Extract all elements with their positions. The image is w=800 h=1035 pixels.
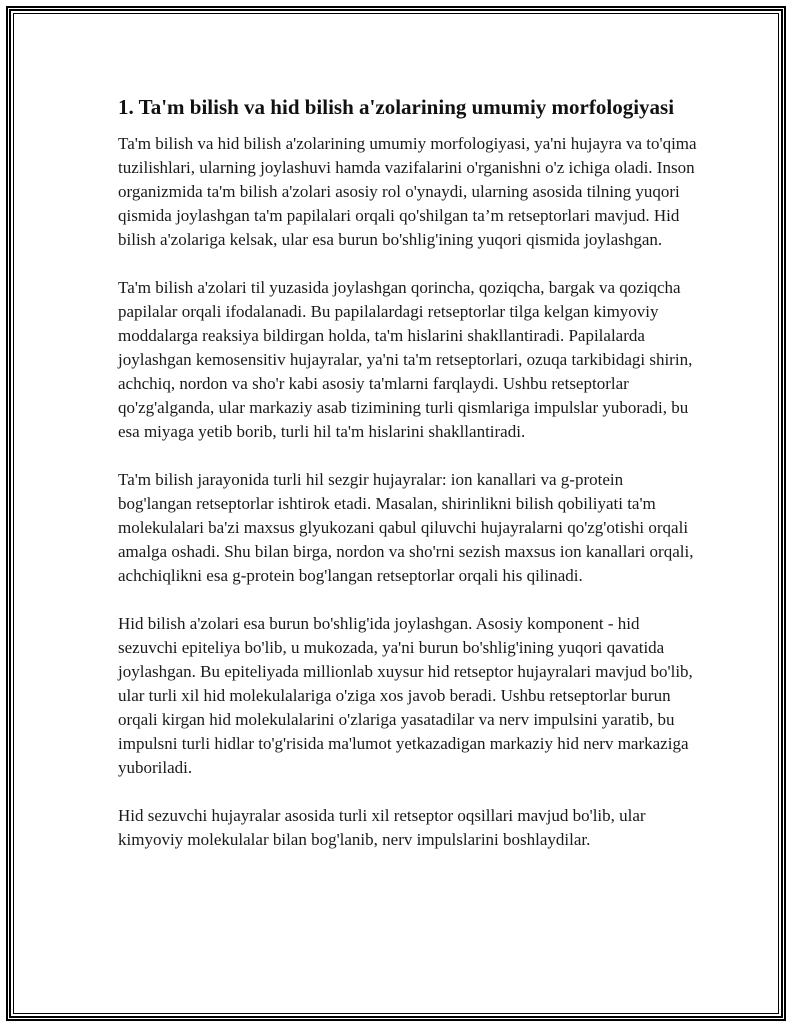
paragraph-5: Hid sezuvchi hujayralar asosida turli xil retseptor oqsillari mavjud bo'lib, ular kimyoviy molekulalar bilan bog'lanib, nerv impulslarini boshlaydilar.	[118, 806, 646, 849]
document-body	[118, 94, 698, 876]
section-heading: 1. Ta'm bilish va hid bilish a'zolarining umumiy morfologiyasi	[118, 95, 675, 119]
paragraph-2: Ta'm bilish a'zolari til yuzasida joylashgan qorincha, qoziqcha, bargak va qoziqcha papilalar orqali ifodalanadi. Bu papilalardagi retseptorlar tilga kelgan kimyoviy moddalarga reaksiya bildirgan holda, ta'm hislarini shakllantiradi. Papilalarda joylashgan kemosensitiv hujayralar, ya'ni ta'm retseptorlari, ozuqa tarkibidagi shirin, achchiq, nordon va sho'r kabi asosiy ta'mlarni farqlaydi. Ushbu retseptorlar qo'zg'alganda, ular markaziy asab tizimining turli qismlariga impulslar yuboradi, bu esa miyaga yetib borib, turli hil ta'm hislarini shakllantiradi.	[118, 278, 693, 441]
paragraph-1: Ta'm bilish va hid bilish a'zolarining umumiy morfologiyasi, ya'ni hujayra va to'qima tuzilishlari, ularning joylashuvi hamda vazifalarini o'rganishni o'z ichiga oladi. Inson organizmida ta'm bilish a'zolari asosiy rol o'ynaydi, ularning asosida tilning yuqori qismida joylashgan ta'm papilalari orqali qo'shilgan ta’m retseptorlari mavjud. Hid bilish a'zolariga kelsak, ular esa burun bo'shlig'ining yuqori qismida joylashgan.	[118, 134, 697, 249]
paragraph-3: Ta'm bilish jarayonida turli hil sezgir hujayralar: ion kanallari va g-protein bog'langan retseptorlar ishtirok etadi. Masalan, shirinlikni bilish qobiliyati ta'm molekulalari ba'zi maxsus glyukozani qabul qiluvchi hujayralarni qo'zg'otishi orqali amalga oshadi. Shu bilan birga, nordon va sho'rni sezish maxsus ion kanallari orqali, achchiqlikni esa g-protein bog'langan retseptorlar orqali his qilinadi.	[118, 470, 694, 585]
paragraph-4: Hid bilish a'zolari esa burun bo'shlig'ida joylashgan. Asosiy komponent - hid sezuvchi epiteliya bo'lib, u mukozada, ya'ni burun bo'shlig'ining yuqori qavatida joylashgan. Bu epiteliyada millionlab xuysur hid retseptor hujayralari mavjud bo'lib, ular turli xil hid molekulalariga o'ziga xos javob beradi. Ushbu retseptorlar burun orqali kirgan hid molekulalarini o'zlariga yasatadilar va nerv impulsini yaratib, bu impulsni turli hidlar to'g'risida ma'lumot yetkazadigan markaziy hid nerv markaziga yuboriladi.	[118, 614, 693, 777]
